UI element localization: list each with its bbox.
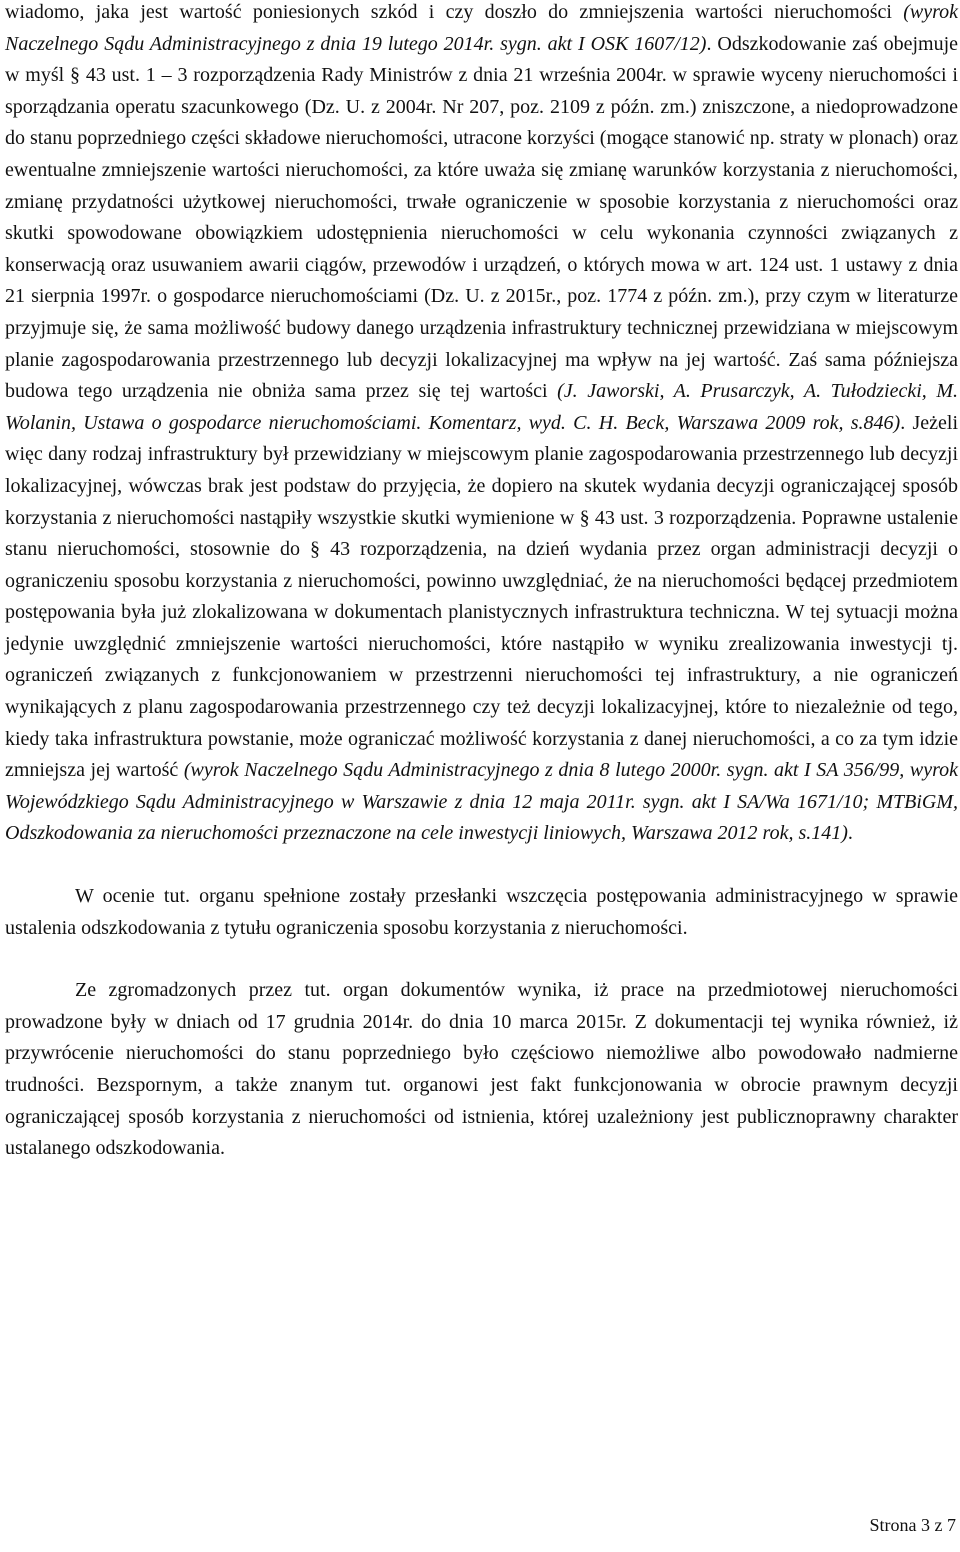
- citation-text: (wyrok Naczelnego Sądu Administracyjnego z dnia 19 lutego 2014r. sygn. akt I OSK 1607/12): [5, 1, 958, 55]
- document-page: [5, 0, 958, 1165]
- body-text: . Odszkodowanie zaś obejmuje w myśl § 43 ust. 1 – 3 rozporządzenia Rady Ministrów z dnia 21 września 2004r. w sprawie wyceny nieruchomości i sporządzania operatu szacunkowego (Dz. U. z 2004r. Nr 207, poz. 2109 z późn. zm.) zniszczone, a niedoprowadzone do stanu poprzedniego części składowe nieruchomości, utracone korzyści (mogące stanowić np. straty w plonach) oraz ewentualne zmniejszenie wartości nieruchomości, za które uważa się zmianę warunków korzystania z nieruchomości, zmianę przydatności użytkowej nieruchomości, trwałe ograniczenie w sposobie korzystania z nieruchomości oraz skutki spowodowane obowiązkiem udostępnienia nieruchomości w celu wykonania czynności związanych z konserwacją oraz usuwaniem awarii ciągów, przewodów i urządzeń, o których mowa w art. 124 ust. 1 ustawy z dnia 21 sierpnia 1997r. o gospodarce nieruchomościami (Dz. U. z 2015r., poz. 1774 z późn. zm.), przy czym w literaturze przyjmuje się, że sama możliwość budowy danego urządzenia infrastruktury technicznej przewidziana w miejscowym planie zagospodarowania przestrzennego lub decyzji lokalizacyjnej ma wpływ na jej wartość. Zaś sama późniejsza budowa tego urządzenia nie obniża sama przez się tej wartości: [5, 32, 958, 403]
- body-text: W ocenie tut. organu spełnione zostały przesłanki wszczęcia postępowania administracyjnego w sprawie ustalenia odszkodowania z tytułu ograniczenia sposobu korzystania z nieruchomości.: [5, 885, 958, 939]
- citation-text: (J. Jaworski, A. Prusarczyk, A. Tułodziecki, M. Wolanin, Ustawa o gospodarce nieruchomościami. Komentarz, wyd. C. H. Beck, Warszawa 2009 rok, s.846): [5, 380, 958, 434]
- body-text: .: [847, 822, 853, 845]
- page-number: Strona 3 z 7: [869, 1515, 956, 1535]
- paragraph-1: [5, 0, 958, 850]
- body-text: wiadomo, jaka jest wartość poniesionych szkód i czy doszło do zmniejszenia wartości nieruchomości: [5, 1, 904, 23]
- paragraph-3: [5, 975, 958, 1165]
- body-text: Ze zgromadzonych przez tut. organ dokumentów wynika, iż prace na przedmiotowej nieruchomości prowadzone były w dniach od 17 grudnia 2014r. do dnia 10 marca 2015r. Z dokumentacji tej wynika również, iż przywrócenie nieruchomości do stanu poprzedniego było częściowo niemożliwe albo powodowało nadmierne trudności. Bezspornym, a także znanym tut. organowi jest fakt funkcjonowania w obrocie prawnym decyzji ograniczającej sposób korzystania z nieruchomości od istnienia, której uzależniony jest publicznoprawny charakter ustalanego odszkodowania.: [5, 979, 958, 1160]
- paragraph-2: [5, 881, 958, 944]
- citation-text: (wyrok Naczelnego Sądu Administracyjnego z dnia 8 lutego 2000r. sygn. akt I SA 356/99, wyrok Wojewódzkiego Sądu Administracyjnego w Warszawie z dnia 12 maja 2011r. sygn. akt I SA/Wa 1671/10; MTBiGM, Odszkodowania za nieruchomości przeznaczone na cele inwestycji liniowych, Warszawa 2012 rok, s.141): [5, 759, 958, 845]
- body-text: . Jeżeli więc dany rodzaj infrastruktury był przewidziany w miejscowym planie zagospodarowania przestrzennego lub decyzji lokalizacyjnej, wówczas brak jest podstaw do przyjęcia, że dopiero na skutek wydania decyzji ograniczającej sposób korzystania z nieruchomości nastąpiły wszystkie skutki wymienione w § 43 ust. 3 rozporządzenia. Poprawne ustalenie stanu nieruchomości, stosownie do § 43 rozporządzenia, na dzień wydania przez organ administracji decyzji o ograniczeniu sposobu korzystania z nieruchomości, powinno uwzględniać, że na nieruchomości będącej przedmiotem postępowania była już zlokalizowana w dokumentach planistycznych infrastruktura techniczna. W tej sytuacji można jedynie uwzględnić zmniejszenie wartości nieruchomości, które nastąpiło w wyniku zrealizowania inwestycji tj. ograniczeń związanych z funkcjonowaniem w przestrzenni nieruchomości tej infrastruktury, a nie ograniczeń wynikających z planu zagospodarowania przestrzennego czy też decyzji lokalizacyjnej, które to niezależnie od tego, kiedy taka infrastruktura powstanie, może ograniczać możliwość korzystania z danej nieruchomości, a co za tym idzie zmniejsza jej wartość: [5, 411, 959, 782]
